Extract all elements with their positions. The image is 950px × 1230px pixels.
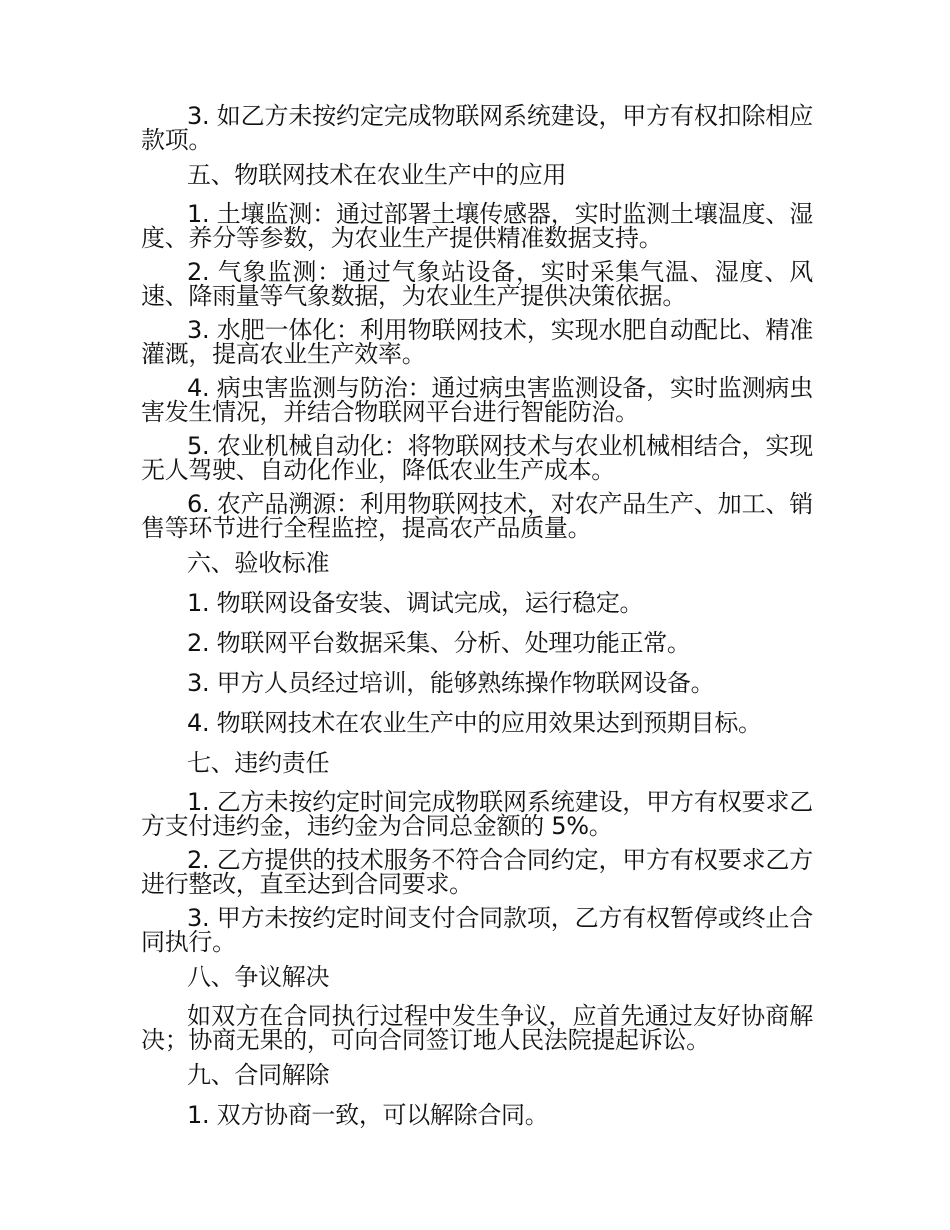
liability-item-1: 1. 乙方未按约定时间完成物联网系统建设，甲方有权要求乙方支付违约金，违约金为合同总金额的 5%。 bbox=[141, 788, 813, 840]
liability-item-3: 3. 甲方未按约定时间支付合同款项，乙方有权暂停或终止合同执行。 bbox=[141, 904, 813, 956]
acceptance-item-4: 4. 物联网技术在农业生产中的应用效果达到预期目标。 bbox=[187, 709, 762, 737]
termination-item-1: 1. 双方协商一致，可以解除合同。 bbox=[187, 1101, 549, 1129]
acceptance-item-1: 1. 物联网设备安装、调试完成，运行稳定。 bbox=[187, 589, 644, 617]
section-9-heading: 九、合同解除 bbox=[187, 1061, 330, 1089]
pest-monitoring-paragraph: 4. 病虫害监测与防治：通过病虫害监测设备，实时监测病虫害发生情况，并结合物联网平台进行智能防治。 bbox=[141, 374, 813, 426]
document-page bbox=[141, 104, 813, 1142]
acceptance-item-2: 2. 物联网平台数据采集、分析、处理功能正常。 bbox=[187, 629, 691, 657]
clause-5-3-paragraph: 3. 如乙方未按约定完成物联网系统建设，甲方有权扣除相应款项。 bbox=[141, 102, 813, 154]
product-traceability-paragraph: 6. 农产品溯源：利用物联网技术，对农产品生产、加工、销售等环节进行全程监控，提高农产品质量。 bbox=[141, 490, 813, 542]
section-6-heading: 六、验收标准 bbox=[187, 549, 330, 577]
weather-monitoring-paragraph: 2. 气象监测：通过气象站设备，实时采集气温、湿度、风速、降雨量等气象数据，为农业生产提供决策依据。 bbox=[141, 258, 813, 310]
acceptance-item-3: 3. 甲方人员经过培训，能够熟练操作物联网设备。 bbox=[187, 669, 715, 697]
soil-monitoring-paragraph: 1. 土壤监测：通过部署土壤传感器，实时监测土壤温度、湿度、养分等参数，为农业生产提供精准数据支持。 bbox=[141, 200, 813, 252]
machinery-automation-paragraph: 5. 农业机械自动化：将物联网技术与农业机械相结合，实现无人驾驶、自动化作业，降低农业生产成本。 bbox=[141, 432, 813, 484]
liability-item-2: 2. 乙方提供的技术服务不符合合同约定，甲方有权要求乙方进行整改，直至达到合同要求。 bbox=[141, 846, 813, 898]
section-7-heading: 七、违约责任 bbox=[187, 749, 330, 777]
dispute-resolution-paragraph: 如双方在合同执行过程中发生争议，应首先通过友好协商解决；协商无果的，可向合同签订地人民法院提起诉讼。 bbox=[141, 1002, 813, 1054]
section-8-heading: 八、争议解决 bbox=[187, 963, 330, 991]
section-5-heading: 五、物联网技术在农业生产中的应用 bbox=[187, 161, 567, 189]
water-fertilizer-paragraph: 3. 水肥一体化：利用物联网技术，实现水肥自动配比、精准灌溉，提高农业生产效率。 bbox=[141, 316, 813, 368]
